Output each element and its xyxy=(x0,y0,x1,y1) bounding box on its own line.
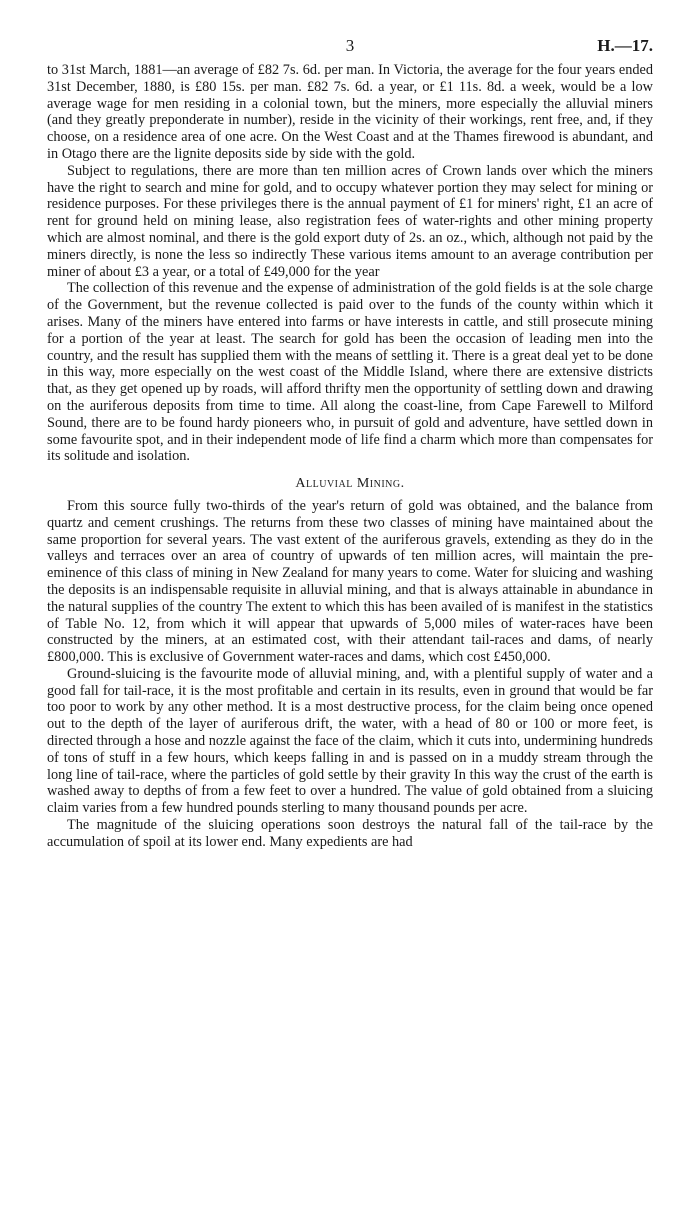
paragraph: to 31st March, 1881—an average of £82 7s. 6d. per man. In Victoria, the average for the four years ended 31st December, 1880, is £80 15s. per man. £82 7s. 6d. a year, or £1 11s. 8d. a week, would be a low average wage for men residing in a colonial town, but the miners, more especially the alluvial miners (and they greatly preponderate in number), reside in the vicinity of their workings, rent free, and, if they choose, on a residence area of one acre. On the West Coast and at the Thames firewood is abundant, and in Otago there are the lignite deposits side by side with the gold. xyxy=(47,62,653,162)
paragraph: The magnitude of the sluicing operations soon destroys the natural fall of the tail-race by the accumulation of spoil at its lower end. Many expedients are had xyxy=(47,817,653,850)
paragraph: Subject to regulations, there are more than ten million acres of Crown lands over which the miners have the right to search and mine for gold, and to occupy whatever portion they may select for mining or residence purposes. For these privileges there is the annual payment of £1 for miners' right, £1 an acre of rent for ground held on mining lease, also registration fees of water-rights and other mining property which are almost nominal, and there is the gold export duty of 2s. an oz., which, although not paid by the miners directly, is none the less so indirectly These various items amount to an average contribution per miner of about £3 a year, or a total of £49,000 for the year xyxy=(47,162,653,280)
page-number: 3 xyxy=(345,36,355,55)
page-header xyxy=(47,36,653,58)
paragraph: From this source fully two-thirds of the year's return of gold was obtained, and the balance from quartz and cement crushings. The returns from these two classes of mining have maintained about the same proportion for several years. The vast extent of the auriferous gravels, extending as they do in the valleys and terraces over an area of country of upwards of ten million acres, will maintain the pre-eminence of this class of mining in New Zealand for many years to come. Water for sluicing and washing the deposits is an indispensable requisite in alluvial mining, and that is always attainable in abundance in the natural supplies of the country The extent to which this has been availed of is manifest in the statistics of Table No. 12, from which it will appear that upwards of 5,000 miles of water-races have been constructed by the miners, at an estimated cost, with their attendant tail-races and dams, of nearly £800,000. This is exclusive of Government water-races and dams, which cost £450,000. xyxy=(47,497,653,666)
paper-reference: H.—17. xyxy=(597,36,653,55)
document-body xyxy=(47,62,653,851)
paragraph: Ground-sluicing is the favourite mode of alluvial mining, and, with a plentiful supply of water and a good fall for tail-race, it is the most profitable and certain in its results, even in ground that would be far too poor to work by any other method. It is a most destructive process, for the claim being once opened out to the depth of the layer of auriferous drift, the water, with a head of 80 or 100 or more feet, is directed through a hose and nozzle against the face of the claim, which it cuts into, undermining hundreds of tons of stuff in a few hours, which keeps falling in and is passed on in a muddy stream through the long line of tail-race, where the particles of gold settle by their gravity In this way the crust of the earth is washed away to depths of from a few feet to over a hundred. The value of gold obtained from a sluicing claim varies from a few hundred pounds sterling to many thousand pounds per acre. xyxy=(47,665,653,817)
section-heading: Alluvial Mining. xyxy=(295,476,405,492)
paragraph: The collection of this revenue and the expense of administration of the gold fields is at the sole charge of the Government, but the revenue collected is paid over to the funds of the county within which it arises. Many of the miners have entered into farms or have interests in cattle, and still prosecute mining for a portion of the year at least. The search for gold has been the occasion of leading men into the country, and the result has supplied them with the means of settling it. There is a great deal yet to be done in this way, more especially on the west coast of the Middle Island, where there are extensive districts that, as they get opened up by roads, will afford thrifty men the opportunity of settling down and drawing on the auriferous deposits from time to time. All along the coast-line, from Cape Farewell to Milford Sound, there are to be found hardy pioneers who, in pursuit of gold and adventure, have settled down in some favourite spot, and in their independent mode of life find a charm which more than compensates for its solitude and isolation. xyxy=(47,280,653,465)
